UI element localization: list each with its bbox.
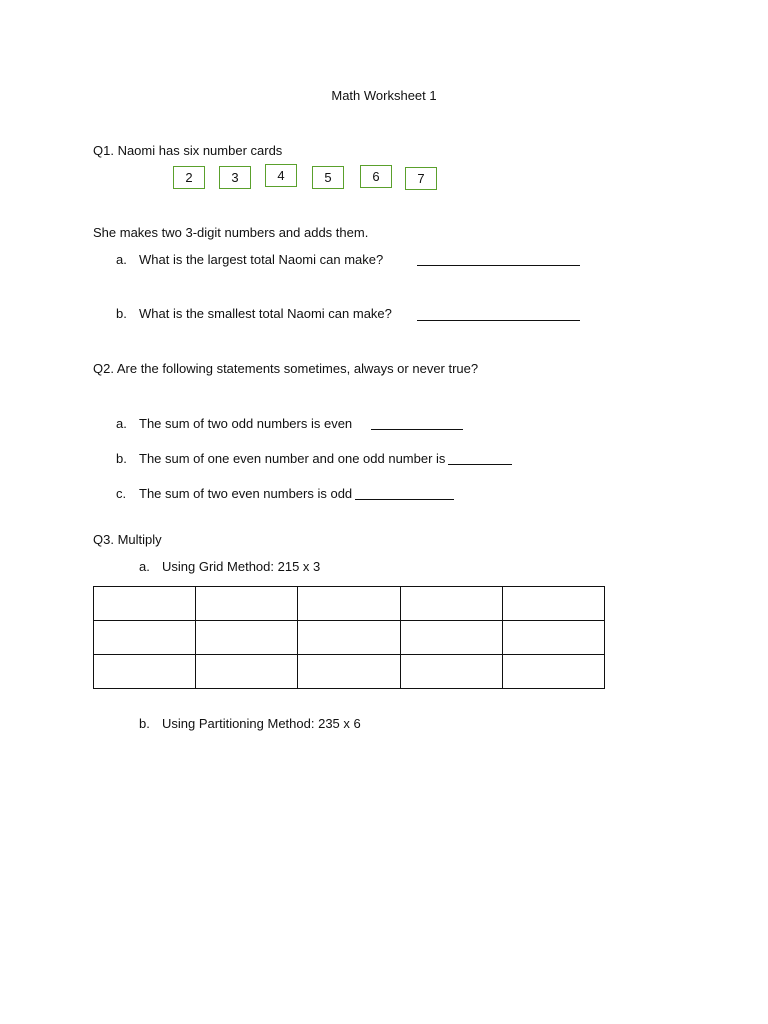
q2a-answer-line[interactable] [371, 429, 463, 430]
q3a-instruction: Using Grid Method: 215 x 3 [162, 559, 321, 574]
number-card: 2 [173, 166, 205, 189]
number-card: 5 [312, 166, 344, 189]
grid-method-table [93, 586, 605, 689]
q1b-marker: b. [116, 306, 127, 321]
grid-cell[interactable] [94, 655, 196, 689]
grid-cell[interactable] [502, 655, 604, 689]
q2b-marker: b. [116, 451, 127, 466]
q3-prompt: Q3. Multiply [93, 532, 162, 547]
q2b-statement: The sum of one even number and one odd number is [139, 451, 446, 466]
q1a-question: What is the largest total Naomi can make? [139, 252, 384, 267]
grid-cell[interactable] [400, 655, 502, 689]
grid-cell[interactable] [298, 587, 400, 621]
number-card: 7 [405, 167, 437, 190]
grid-cell[interactable] [502, 587, 604, 621]
grid-cell[interactable] [196, 587, 298, 621]
grid-cell[interactable] [502, 621, 604, 655]
q2c-answer-line[interactable] [355, 499, 454, 500]
q1b-question: What is the smallest total Naomi can make? [139, 306, 392, 321]
number-card: 6 [360, 165, 392, 188]
q2c-marker: c. [116, 486, 127, 501]
worksheet-title: Math Worksheet 1 [331, 88, 437, 103]
grid-cell[interactable] [196, 621, 298, 655]
table-row [94, 587, 605, 621]
grid-cell[interactable] [298, 655, 400, 689]
q2-prompt: Q2. Are the following statements sometimes, always or never true? [93, 361, 479, 376]
q2a-marker: a. [116, 416, 127, 431]
number-card: 3 [219, 166, 251, 189]
q1b-answer-line[interactable] [417, 320, 580, 321]
q3b-instruction: Using Partitioning Method: 235 x 6 [162, 716, 361, 731]
q1-statement: She makes two 3-digit numbers and adds them. [93, 225, 369, 240]
grid-cell[interactable] [298, 621, 400, 655]
grid-cell[interactable] [400, 621, 502, 655]
q2a-statement: The sum of two odd numbers is even [139, 416, 353, 431]
number-card: 4 [265, 164, 297, 187]
q1-prompt: Q1. Naomi has six number cards [93, 143, 283, 158]
q1a-answer-line[interactable] [417, 265, 580, 266]
table-row [94, 655, 605, 689]
grid-cell[interactable] [196, 655, 298, 689]
q3b-marker: b. [139, 716, 150, 731]
grid-cell[interactable] [94, 587, 196, 621]
q2b-answer-line[interactable] [448, 464, 512, 465]
table-row [94, 621, 605, 655]
grid-cell[interactable] [94, 621, 196, 655]
q1a-marker: a. [116, 252, 127, 267]
q3a-marker: a. [139, 559, 150, 574]
q2c-statement: The sum of two even numbers is odd [139, 486, 353, 501]
grid-cell[interactable] [400, 587, 502, 621]
